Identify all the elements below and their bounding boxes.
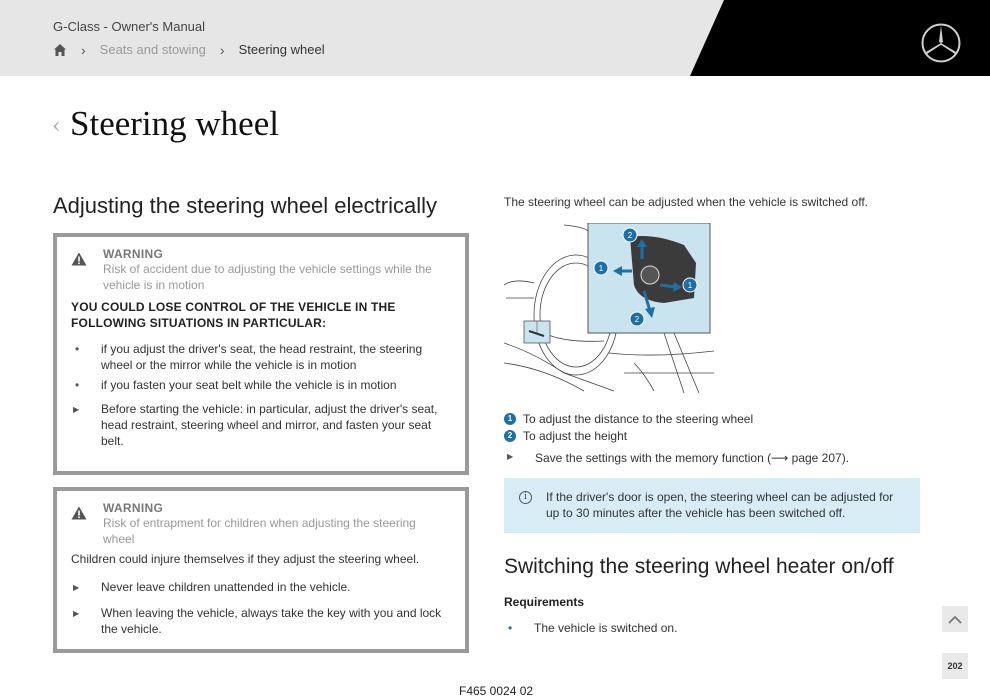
list-item: ▶ Never leave children unattended in the vehicle.: [71, 579, 449, 595]
number-badge: 1: [504, 413, 516, 425]
figure-callout: [630, 312, 644, 326]
section-heading-heater: Switching the steering wheel heater on/off: [504, 555, 894, 578]
chevron-right-icon: ›: [81, 41, 86, 58]
warning-bullet-list: [71, 341, 449, 393]
breadcrumb-link-seats[interactable]: Seats and stowing: [99, 42, 206, 57]
memory-function-step[interactable]: ▶ Save the settings with the memory function (⟶ page 207).: [504, 451, 920, 465]
warning-subtitle: Risk of accident due to adjusting the vehicle settings while the vehicle is in motion: [103, 262, 432, 292]
scroll-to-top-button[interactable]: [942, 606, 968, 632]
chevron-up-icon: [948, 615, 962, 624]
figure-legend: [504, 412, 920, 443]
legend-text: To adjust the height: [523, 429, 628, 443]
requirements-list: [504, 621, 920, 635]
legend-item: [504, 429, 920, 443]
warning-subtitle: Risk of entrapment for children when adjusting the steering wheel: [103, 516, 416, 546]
info-icon: i: [519, 491, 532, 504]
chevron-right-icon: ›: [219, 41, 225, 58]
svg-text:2: 2: [634, 315, 640, 324]
warning-caps-text: YOU COULD LOSE CONTROL OF THE VEHICLE IN THE FOLLOWING SITUATIONS IN PARTICULAR:: [71, 300, 396, 330]
info-text: If the driver's door is open, the steering wheel can be adjusted for up to 30 minutes after the vehicle has been switched off.: [546, 490, 894, 520]
list-item: • if you adjust the driver's seat, the head restraint, the steering wheel or the mirror while the vehicle is in motion: [71, 341, 449, 373]
warning-step-list: [71, 579, 449, 637]
page-number-button[interactable]: 202: [942, 653, 968, 679]
list-item: ▶ When leaving the vehicle, always take the key with you and lock the vehicle.: [71, 605, 449, 637]
mercedes-star-icon[interactable]: [920, 22, 962, 64]
figure-callout: [623, 228, 637, 242]
figure-callout: [594, 261, 608, 275]
warning-box-accident: [53, 233, 469, 475]
warning-triangle-icon: [71, 506, 87, 520]
figure-callout: [683, 278, 697, 292]
intro-text: The steering wheel can be adjusted when the vehicle is switched off.: [504, 195, 868, 209]
warning-label: WARNING: [103, 501, 164, 515]
legend-item: [504, 412, 920, 426]
manual-title: G-Class - Owner's Manual: [53, 19, 206, 34]
warning-triangle-icon: [71, 252, 87, 266]
section-heading-adjusting: Adjusting the steering wheel electrically: [53, 193, 437, 218]
list-item: • The vehicle is switched on.: [504, 621, 920, 635]
figure-code: F465 0024 02: [459, 684, 534, 698]
warning-step-list: [71, 401, 449, 449]
breadcrumb-current: Steering wheel: [238, 42, 325, 57]
warning-box-entrapment: [53, 487, 469, 653]
back-chevron-icon[interactable]: ‹: [52, 114, 61, 139]
warning-text: Children could injure themselves if they adjust the steering wheel.: [71, 552, 420, 566]
svg-text:2: 2: [627, 231, 633, 240]
warning-label: WARNING: [103, 247, 164, 261]
svg-text:1: 1: [598, 264, 604, 273]
right-column: [504, 195, 920, 635]
header-bar: [0, 0, 990, 76]
list-item: ▶ Before starting the vehicle: in particular, adjust the driver's seat, head restraint, steering wheel and mirror, and fasten your seat belt.: [71, 401, 449, 449]
number-badge: 2: [504, 430, 516, 442]
steering-wheel-illustration: [504, 223, 714, 393]
requirements-label: Requirements: [504, 595, 585, 609]
list-item: • if you fasten your seat belt while the vehicle is in motion: [71, 377, 449, 393]
info-box: [504, 478, 920, 533]
page-title: Steering wheel: [70, 104, 279, 143]
home-icon[interactable]: [53, 43, 67, 57]
left-column: [53, 193, 469, 653]
breadcrumb: [53, 42, 325, 57]
svg-text:1: 1: [687, 281, 693, 290]
legend-text: To adjust the distance to the steering wheel: [523, 412, 754, 426]
